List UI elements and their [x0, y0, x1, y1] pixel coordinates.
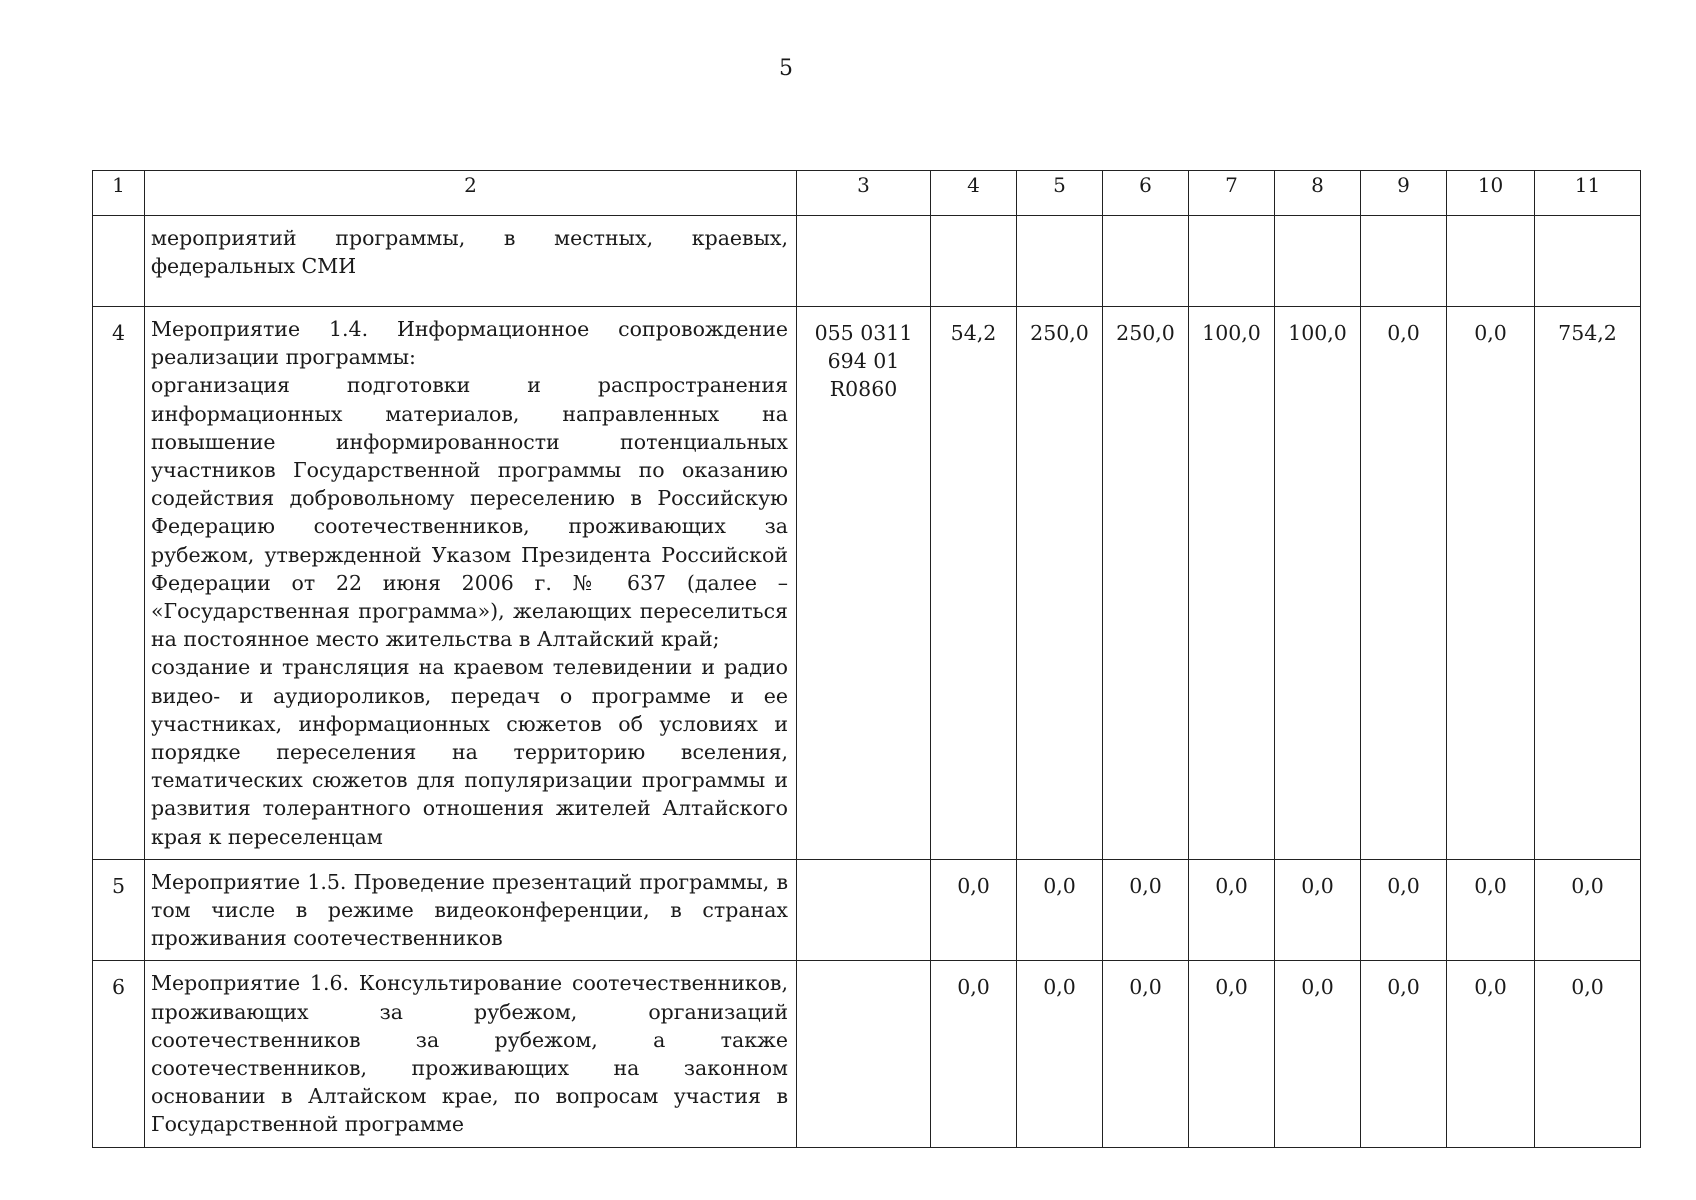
value-cell: 0,0 — [1103, 961, 1189, 1147]
header-cell: 7 — [1189, 171, 1275, 216]
header-cell: 4 — [931, 171, 1017, 216]
measure-description — [145, 216, 797, 307]
budget-code — [797, 961, 931, 1147]
description-paragraph: Мероприятие 1.4. Информационное сопровождение реализации программы: — [151, 317, 788, 370]
value-cell: 754,2 — [1535, 307, 1641, 860]
page-number — [0, 56, 1696, 81]
description-paragraph: Мероприятие 1.5. Проведение презентаций программы, в том числе в режиме видеоконференции, в странах проживания соотечественников — [151, 869, 788, 951]
value-cell: 0,0 — [1361, 859, 1447, 961]
value-cell: 0,0 — [1189, 859, 1275, 961]
value-cell: 250,0 — [1017, 307, 1103, 860]
value-cell: 0,0 — [1103, 859, 1189, 961]
value-cell: 100,0 — [1275, 307, 1361, 860]
value-cell: 0,0 — [931, 961, 1017, 1147]
value-cell: 0,0 — [1361, 961, 1447, 1147]
value-cell: 100,0 — [1189, 307, 1275, 860]
budget-code — [797, 859, 931, 961]
value-cell: 0,0 — [1447, 961, 1535, 1147]
row-number: 5 — [93, 859, 145, 961]
value-cell: 0,0 — [1189, 961, 1275, 1147]
value-cell — [1189, 216, 1275, 307]
value-cell: 0,0 — [1447, 859, 1535, 961]
row-number: 6 — [93, 961, 145, 1147]
value-cell: 0,0 — [1447, 307, 1535, 860]
value-cell: 250,0 — [1103, 307, 1189, 860]
value-cell: 0,0 — [1017, 859, 1103, 961]
value-cell — [1017, 216, 1103, 307]
value-cell — [931, 216, 1017, 307]
header-cell: 11 — [1535, 171, 1641, 216]
table-row — [93, 307, 1641, 860]
budget-code — [797, 216, 931, 307]
value-cell: 0,0 — [931, 859, 1017, 961]
table-row — [93, 859, 1641, 961]
description-paragraph: организация подготовки и распространения информационных материалов, направленных на повышение информированности потенциальных участников Государственной программы по оказанию содействия добровольному переселению в Российскую Федерацию соотечественников, проживающих за рубежом, утвержденной Указом Президента Российской Федерации от 22 июня 2006 г. № 637 (далее – «Государственная программа»), желающих переселиться на постоянное место жительства в Алтайский край; — [151, 373, 788, 652]
value-cell: 54,2 — [931, 307, 1017, 860]
table-header-row — [93, 171, 1641, 216]
header-cell: 6 — [1103, 171, 1189, 216]
description-paragraph: создание и трансляция на краевом телевидении и радио видео- и аудиороликов, передач о программе и ее участниках, информационных сюжетов об условиях и порядке переселения на территорию вселения, тематических сюжетов для популяризации программы и развития толерантного отношения жителей Алтайского края к переселенцам — [151, 655, 788, 849]
value-cell: 0,0 — [1361, 307, 1447, 860]
header-cell: 9 — [1361, 171, 1447, 216]
row-number — [93, 216, 145, 307]
value-cell: 0,0 — [1017, 961, 1103, 1147]
value-cell: 0,0 — [1275, 859, 1361, 961]
value-cell — [1275, 216, 1361, 307]
value-cell — [1447, 216, 1535, 307]
header-cell: 2 — [145, 171, 797, 216]
description-paragraph: Мероприятие 1.6. Консультирование соотечественников, проживающих за рубежом, организаций соотечественников за рубежом, а также соотечественников, проживающих на законном основании в Алтайском крае, по вопросам участия в Государственной программе — [151, 971, 788, 1137]
value-cell: 0,0 — [1535, 859, 1641, 961]
header-cell: 3 — [797, 171, 931, 216]
row-number: 4 — [93, 307, 145, 860]
value-cell — [1361, 216, 1447, 307]
description-paragraph: мероприятий программы, в местных, краевых, федеральных СМИ — [151, 226, 788, 279]
measure-description — [145, 859, 797, 961]
measure-description — [145, 307, 797, 860]
header-cell: 1 — [93, 171, 145, 216]
budget-code: 055 0311 694 01 R0860 — [797, 307, 931, 860]
header-cell: 8 — [1275, 171, 1361, 216]
value-cell: 0,0 — [1275, 961, 1361, 1147]
table-row — [93, 961, 1641, 1147]
header-cell: 5 — [1017, 171, 1103, 216]
header-cell: 10 — [1447, 171, 1535, 216]
page-number-text: 5 — [779, 56, 793, 81]
value-cell: 0,0 — [1535, 961, 1641, 1147]
measure-description — [145, 961, 797, 1147]
value-cell — [1535, 216, 1641, 307]
table-row — [93, 216, 1641, 307]
value-cell — [1103, 216, 1189, 307]
program-table — [92, 170, 1641, 1148]
